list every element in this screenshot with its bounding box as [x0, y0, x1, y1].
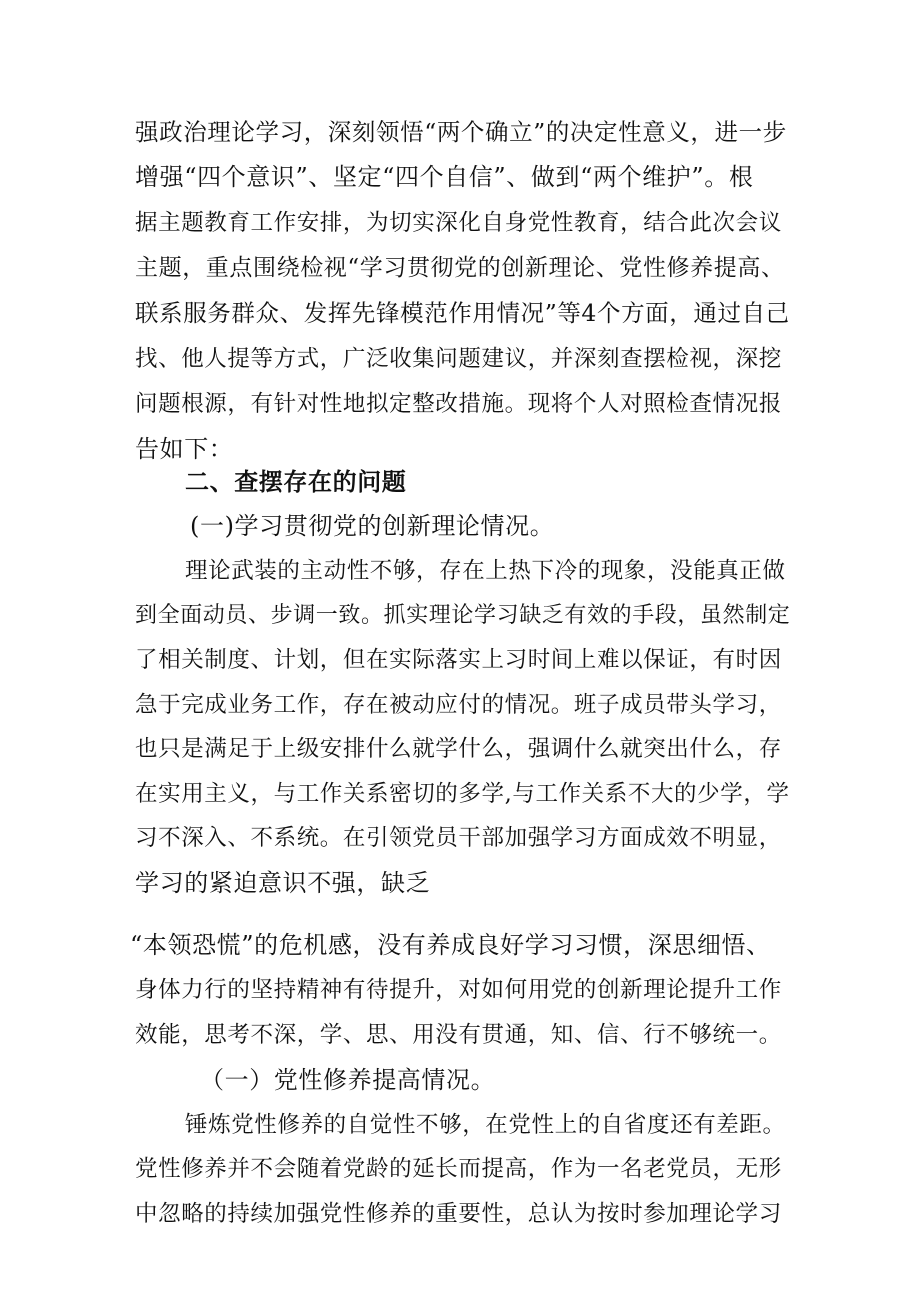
paragraph-line: 在实用主义，与工作关系密切的多学,与工作关系不大的少学，学 — [135, 781, 790, 807]
paragraph-line: 党性修养并不会随着党龄的延长而提高，作为一名老党员，无形 — [135, 1156, 782, 1182]
subsection-heading: （一）党性修养提高情况。 — [200, 1066, 496, 1094]
paragraph-line: 强政治理论学习，深刻领悟“两个确立”的决定性意义，进一步 — [135, 118, 787, 146]
paragraph-line: 了相关制度、计划，但在实际落实上习时间上难以保证，有时因 — [135, 647, 782, 673]
paragraph-line: 身体力行的坚持精神有待提升，对如何用党的创新理论提升工作 — [135, 977, 782, 1003]
paragraph-line: 问题根源，有针对性地拟定整改措施。现将个人对照检查情况报 — [135, 391, 782, 417]
paragraph-line: 锤炼党性修养的自觉性不够，在党性上的自省度还有差距。 — [185, 1112, 786, 1138]
section-heading: 二、查摆存在的问题 — [185, 467, 407, 496]
paragraph-line: 到全面动员、步调一致。抓实理论学习缺乏有效的手段，虽然制定 — [135, 603, 791, 628]
paragraph-line: 理论武装的主动性不够，存在上热下冷的现象，没能真正做 — [185, 558, 786, 584]
paragraph-line: 联系服务群众、发挥先锋模范作用情况”等4个方面，通过自己 — [135, 299, 790, 327]
paragraph-line: 中忽略的持续加强党性修养的重要性，总认为按时参加理论学习 — [135, 1201, 782, 1227]
paragraph-line: 找、他人提等方式，广泛收集问题建议，并深刻查摆检视，深挖 — [135, 346, 782, 372]
paragraph-line: 据主题教育工作安排，为切实深化自身党性教育，结合此次会议 — [135, 210, 782, 236]
paragraph-line: 也只是满足于上级安排什么就学什么，强调什么就突出什么，存 — [135, 736, 782, 762]
paragraph-line: 学习的紧迫意识不强，缺乏 — [135, 869, 431, 897]
paragraph-line: 增强“四个意识”、坚定“四个自信”、做到“两个维护”。根 — [135, 163, 754, 191]
paragraph-line: “本领恐慌”的危机感，没有养成良好学习习惯，深思细悟、 — [130, 931, 771, 959]
paragraph-line: 告如下： — [135, 435, 234, 463]
paragraph-line: 习不深入、不系统。在引领党员干部加强学习方面成效不明显， — [135, 825, 782, 851]
subsection-heading: (一)学习贯彻党的创新理论情况。 — [190, 512, 555, 540]
paragraph-line: 效能，思考不深，学、思、用没有贯通，知、信、行不够统一。 — [135, 1022, 782, 1048]
paragraph-line: 主题，重点围绕检视“学习贯彻党的创新理论、党性修养提高、 — [135, 255, 785, 281]
paragraph-line: 急于完成业务工作，存在被动应付的情况。班子成员带头学习， — [135, 692, 782, 718]
